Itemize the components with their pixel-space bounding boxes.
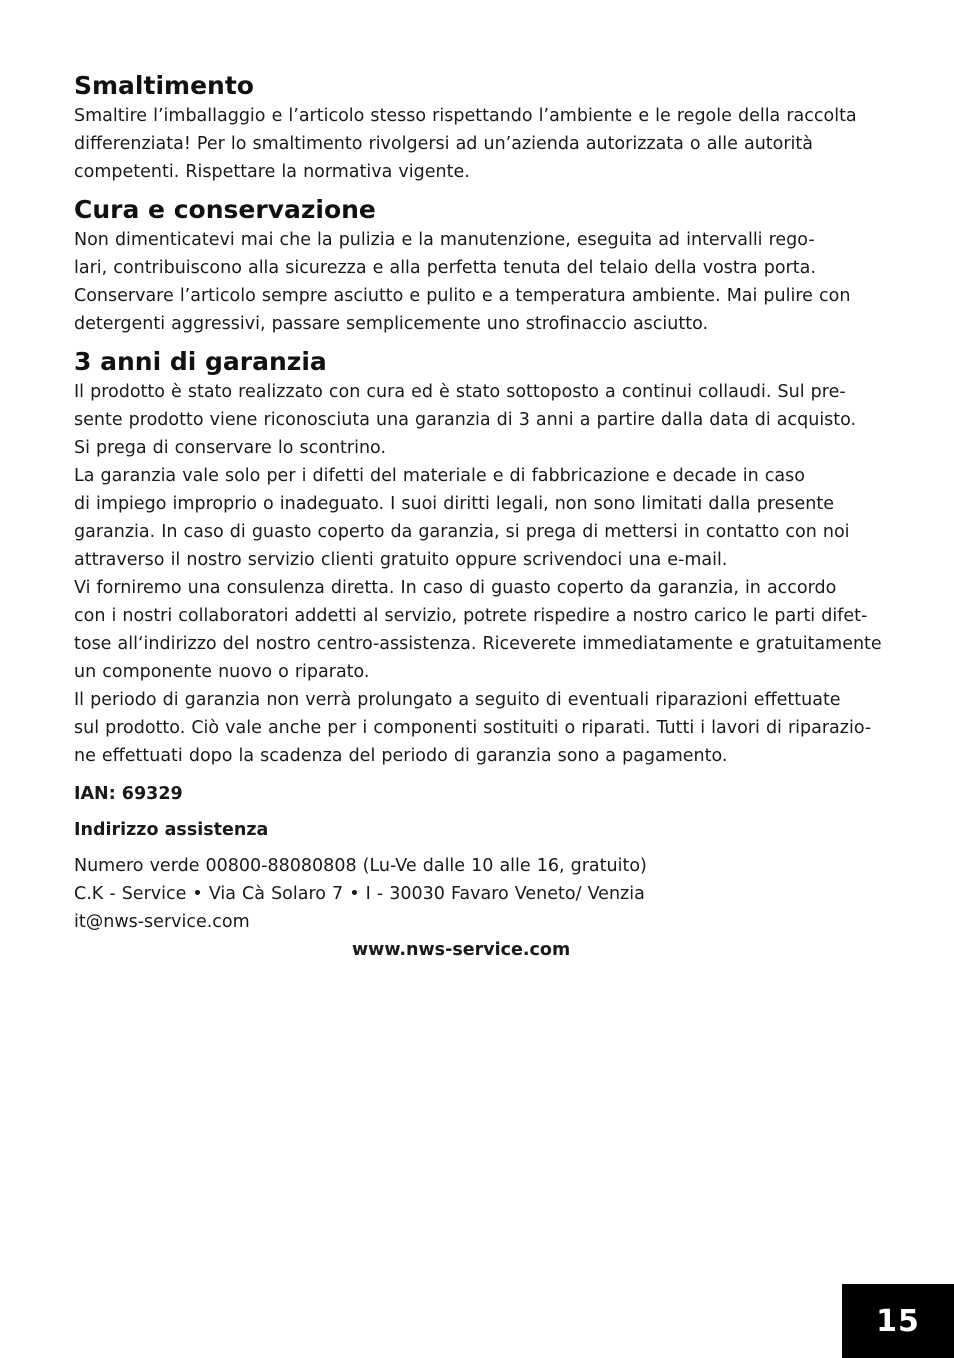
text-line: di impiego improprio o inadeguato. I suoi diritti legali, non sono limitati dalla presente [74,494,834,514]
text-line: La garanzia vale solo per i difetti del materiale e di fabbricazione e decade in caso [74,466,805,486]
service-email[interactable]: it@nws-service.com [74,912,250,932]
text-line: un componente nuovo o riparato. [74,662,370,682]
text-line: competenti. Rispettare la normativa vigente. [74,162,470,182]
text-line: Si prega di conservare lo scontrino. [74,438,387,458]
text-line: Non dimenticatevi mai che la pulizia e la manutenzione, eseguita ad intervalli rego- [74,230,815,250]
section-title-garanzia: 3 anni di garanzia [74,347,327,376]
text-line: differenziata! Per lo smaltimento rivolgersi ad un’azienda autorizzata o alle autorità [74,134,814,154]
text-line: Il periodo di garanzia non verrà prolungato a seguito di eventuali riparazioni effettuate [74,690,841,710]
text-line: attraverso il nostro servizio clienti gratuito oppure scrivendoci una e-mail. [74,550,728,570]
text-line: Vi forniremo una consulenza diretta. In caso di guasto coperto da garanzia, in accordo [74,578,837,598]
text-line: sente prodotto viene riconosciuta una garanzia di 3 anni a partire dalla data di acquisto. [74,410,857,430]
page-number-box [842,1284,954,1358]
section-title-smaltimento: Smaltimento [74,71,254,100]
text-line: sul prodotto. Ciò vale anche per i componenti sostituiti o riparati. Tutti i lavori di riparazio- [74,718,872,738]
text-line: Il prodotto è stato realizzato con cura ed è stato sottoposto a continui collaudi. Sul pre- [74,382,846,402]
service-phone: Numero verde 00800-88080808 (Lu-Ve dalle 10 alle 16, gratuito) [74,856,647,876]
service-title: Indirizzo assistenza [74,820,269,840]
text-line: lari, contribuiscono alla sicurezza e alla perfetta tenuta del telaio della vostra porta. [74,258,816,278]
text-line: Conservare l’articolo sempre asciutto e pulito e a temperatura ambiente. Mai pulire con [74,286,851,306]
page-number: 15 [876,1303,920,1339]
section-text-garanzia [74,378,894,770]
section-title-cura: Cura e conservazione [74,195,376,224]
text-line: ne effettuati dopo la scadenza del periodo di garanzia sono a pagamento. [74,746,728,766]
text-line: con i nostri collaboratori addetti al servizio, potrete rispedire a nostro carico le parti difet- [74,606,868,626]
service-address: C.K - Service • Via Cà Solaro 7 • I - 30030 Favaro Veneto/ Venzia [74,884,645,904]
text-line: detergenti aggressivi, passare semplicemente uno strofinaccio asciutto. [74,314,709,334]
ian-number: IAN: 69329 [74,784,183,804]
text-line: Smaltire l’imballaggio e l’articolo stesso rispettando l’ambiente e le regole della raccolta [74,106,857,126]
section-text-cura [74,226,894,338]
service-website-link[interactable]: www.nws-service.com [352,940,571,960]
page-content [74,70,894,964]
section-text-smaltimento [74,102,894,186]
text-line: garanzia. In caso di guasto coperto da garanzia, si prega di mettersi in contatto con noi [74,522,850,542]
text-line: tose all‘indirizzo del nostro centro-assistenza. Riceverete immediatamente e gratuitamente [74,634,882,654]
service-details [74,852,894,936]
